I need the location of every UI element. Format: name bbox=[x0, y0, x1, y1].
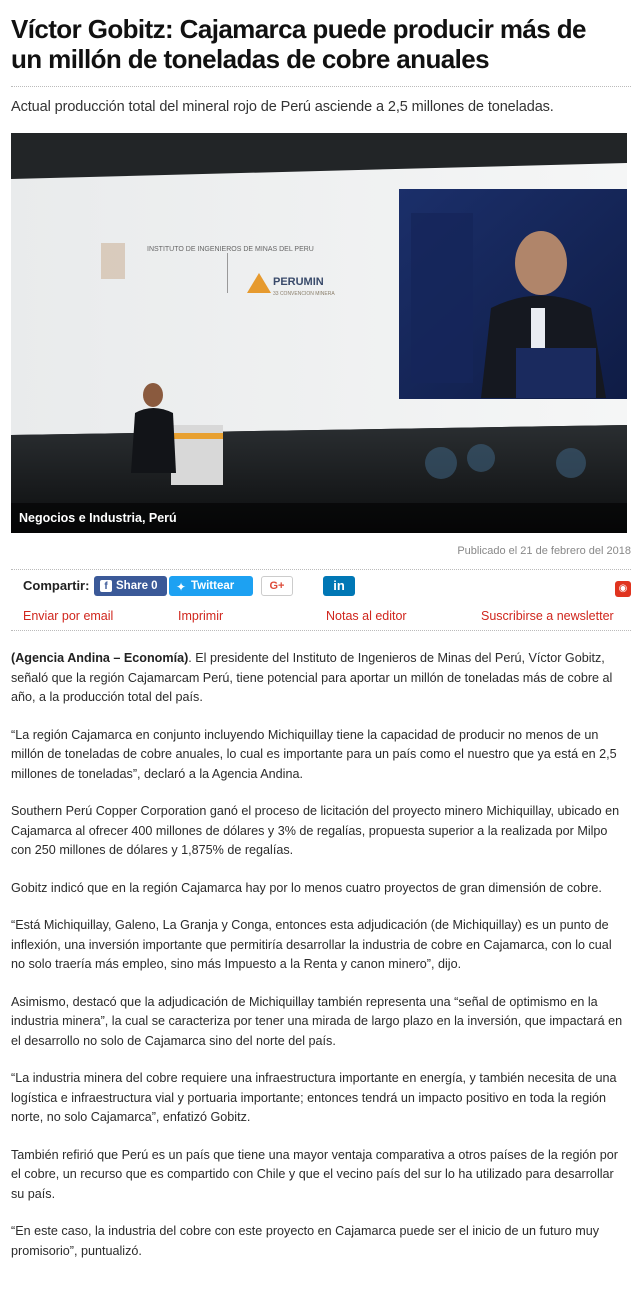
rss-icon[interactable]: ◉ bbox=[615, 581, 631, 597]
photo-caption: Negocios e Industria, Perú bbox=[11, 503, 627, 533]
facebook-share-label: Share bbox=[116, 580, 148, 592]
facebook-share-count: 0 bbox=[151, 580, 158, 592]
paragraph-9: “En este caso, la industria del cobre con este proyecto en Cajamarca puede ser el inicio de un futuro muy promisorio”, puntualizó. bbox=[11, 1224, 600, 1259]
email-link[interactable]: Enviar por email bbox=[23, 609, 114, 623]
article-actions bbox=[11, 601, 631, 631]
newsletter-link[interactable]: Suscribirse a newsletter bbox=[481, 609, 614, 623]
article-subtitle: Actual producción total del mineral rojo de Perú asciende a 2,5 millones de toneladas. bbox=[11, 99, 554, 115]
paragraph-4: Gobitz indicó que en la región Cajamarca hay por lo menos cuatro proyectos de gran dimensión de cobre. bbox=[11, 880, 602, 895]
google-plus-share-button[interactable]: G+ bbox=[261, 576, 293, 596]
article-photo bbox=[11, 133, 627, 533]
facebook-share-button[interactable] bbox=[94, 576, 167, 596]
twitter-share-label: Twittear bbox=[191, 580, 235, 592]
paragraph-3: Southern Perú Copper Corporation ganó el proceso de licitación del proyecto minero Michiquillay, ubicado en Cajamarca al ofrecer 400 millones de dólares y 3% de regalías, propuesta superior a la realizada por Milpo con 250 millones de dólares y 1,875% de regalías. bbox=[11, 804, 620, 858]
published-date: Publicado el 21 de febrero del 2018 bbox=[457, 545, 631, 557]
paragraph-5: “Está Michiquillay, Galeno, La Granja y Conga, entonces esta adjudicación (de Michiquillay) es un punto de inflexión, una inversión importante que permitiría desarrollar la industria de cobre en Cajamarca, con lo cual no solo traería más empleo, sino más Impuesto a la Renta y canon minero”, dijo. bbox=[11, 918, 612, 972]
share-label: Compartir: bbox=[23, 578, 90, 593]
twitter-bird-icon: ✦ bbox=[176, 580, 187, 594]
article-body bbox=[11, 649, 631, 1262]
photo-tagline-text: 33 CONVENCION MINERA bbox=[273, 291, 335, 297]
twitter-share-button[interactable] bbox=[169, 576, 253, 596]
facebook-icon: f bbox=[100, 580, 112, 592]
paragraph-7: “La industria minera del cobre requiere una infraestructura importante en energía, y también necesita de una logística e infraestructura vial y portuaria importante; entonces tendrá un impacto positivo en toda la región norte, no solo Cajamarca”, enfatizó Gobitz. bbox=[11, 1071, 617, 1125]
linkedin-share-button[interactable]: in bbox=[323, 576, 355, 596]
article-title: Víctor Gobitz: Cajamarca puede producir más de un millón de toneladas de cobre anuales bbox=[11, 14, 586, 74]
title-divider bbox=[11, 86, 631, 87]
photo-brand-text: PERUMIN bbox=[273, 276, 324, 288]
paragraph-8: También refirió que Perú es un país que tiene una mayor ventaja comparativa a otros países de la región por el cobre, un recurso que es compartido con Chile y que el vecino país del sur lo ha utilizado para desarrollar su país. bbox=[11, 1147, 618, 1202]
paragraph-2: “La región Cajamarca en conjunto incluyendo Michiquillay tiene la capacidad de producir no menos de un millón de toneladas de cobre anuales, lo cual es importante para un país como el nuestro que ya está en 2,5 millones de toneladas”, declaró a la Agencia Andina. bbox=[11, 727, 617, 781]
paragraph-1: (Agencia Andina – Economía). El presidente del Instituto de Ingenieros de Minas del Perú, Víctor Gobitz, señaló que la región Cajamarcam Perú, tiene potencial para aportar un millón de toneladas más de cobre al año, a la producción total del país. bbox=[11, 651, 613, 705]
editor-notes-link[interactable]: Notas al editor bbox=[326, 609, 407, 623]
share-bar bbox=[11, 569, 631, 597]
source-credit: (Agencia Andina – Economía) bbox=[11, 651, 189, 665]
print-link[interactable]: Imprimir bbox=[178, 609, 224, 623]
photo-institute-text: INSTITUTO DE INGENIEROS DE MINAS DEL PERU bbox=[147, 246, 314, 253]
conference-stage-image bbox=[11, 133, 627, 533]
paragraph-6: Asimismo, destacó que la adjudicación de Michiquillay también representa una “señal de optimismo en la industria minera”, la cual se caracteriza por tener una mirada de largo plazo en la inversión, que impactará en el desarrollo no solo de Cajamarca sino del norte del país. bbox=[11, 994, 623, 1048]
